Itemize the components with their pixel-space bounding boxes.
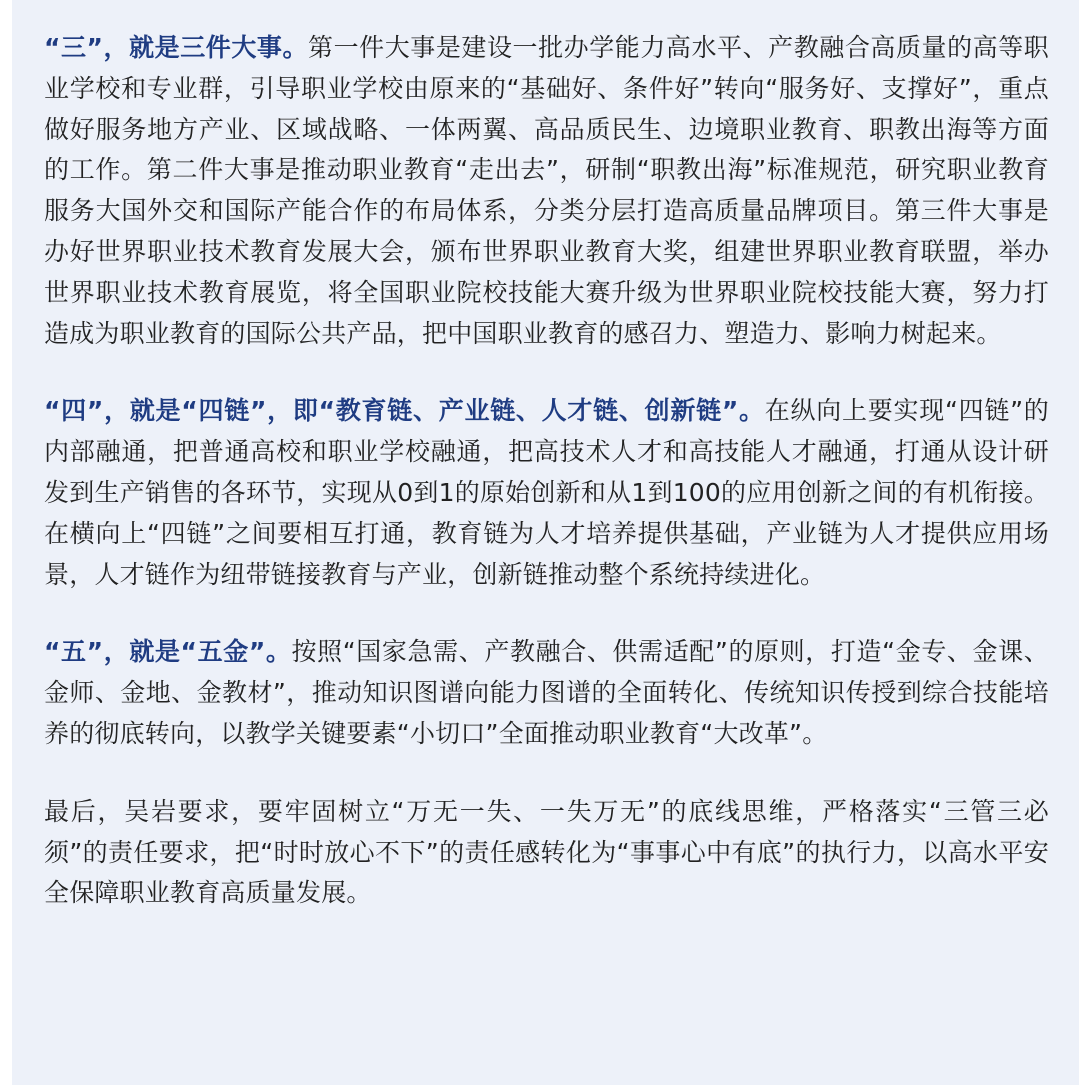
paragraph-lead: “三”，就是三件大事。 — [44, 33, 309, 62]
article-panel — [12, 0, 1079, 1085]
paragraph-lead: “四”，就是“四链”，即“教育链、产业链、人才链、创新链”。 — [44, 396, 765, 426]
paragraph-five-golds — [44, 632, 1049, 754]
paragraph-three-events — [44, 28, 1049, 354]
paragraph-lead: “五”，就是“五金”。 — [44, 637, 292, 667]
paragraph-body: 按照“国家急需、产教融合、供需适配”的原则，打造“金专、金课、金师、金地、金教材”，推动知识图谱向能力图谱的全面转化、传统知识传授到综合技能培养的彻底转向，以教学关键要素“小切口”全面推动职业教育“大改革”。 — [44, 637, 1049, 748]
paragraph-body: 在纵向上要实现“四链”的内部融通，把普通高校和职业学校融通，把高技术人才和高技能人才融通，打通从设计研发到生产销售的各环节，实现从0到1的原始创新和从1到100的应用创新之间的有机衔接。在横向上“四链”之间要相互打通，教育链为人才培养提供基础，产业链为人才提供应用场景，人才链作为纽带链接教育与产业，创新链推动整个系统持续进化。 — [44, 396, 1049, 589]
paragraph-conclusion — [44, 792, 1049, 914]
paragraph-four-chains — [44, 391, 1049, 595]
paragraph-body: 第一件大事是建设一批办学能力高水平、产教融合高质量的高等职业学校和专业群，引导职业学校由原来的“基础好、条件好”转向“服务好、支撑好”，重点做好服务地方产业、区域战略、一体两翼、高品质民生、边境职业教育、职教出海等方面的工作。第二件大事是推动职业教育“走出去”，研制“职教出海”标准规范，研究职业教育服务大国外交和国际产能合作的布局体系，分类分层打造高质量品牌项目。第三件大事是办好世界职业技术教育发展大会，颁布世界职业教育大奖，组建世界职业教育联盟，举办世界职业技术教育展览，将全国职业院校技能大赛升级为世界职业院校技能大赛，努力打造成为职业教育的国际公共产品，把中国职业教育的感召力、塑造力、影响力树起来。 — [44, 33, 1049, 348]
paragraph-body: 最后，吴岩要求，要牢固树立“万无一失、一失万无”的底线思维，严格落实“三管三必须”的责任要求，把“时时放心不下”的责任感转化为“事事心中有底”的执行力，以高水平安全保障职业教育高质量发展。 — [44, 796, 1049, 908]
